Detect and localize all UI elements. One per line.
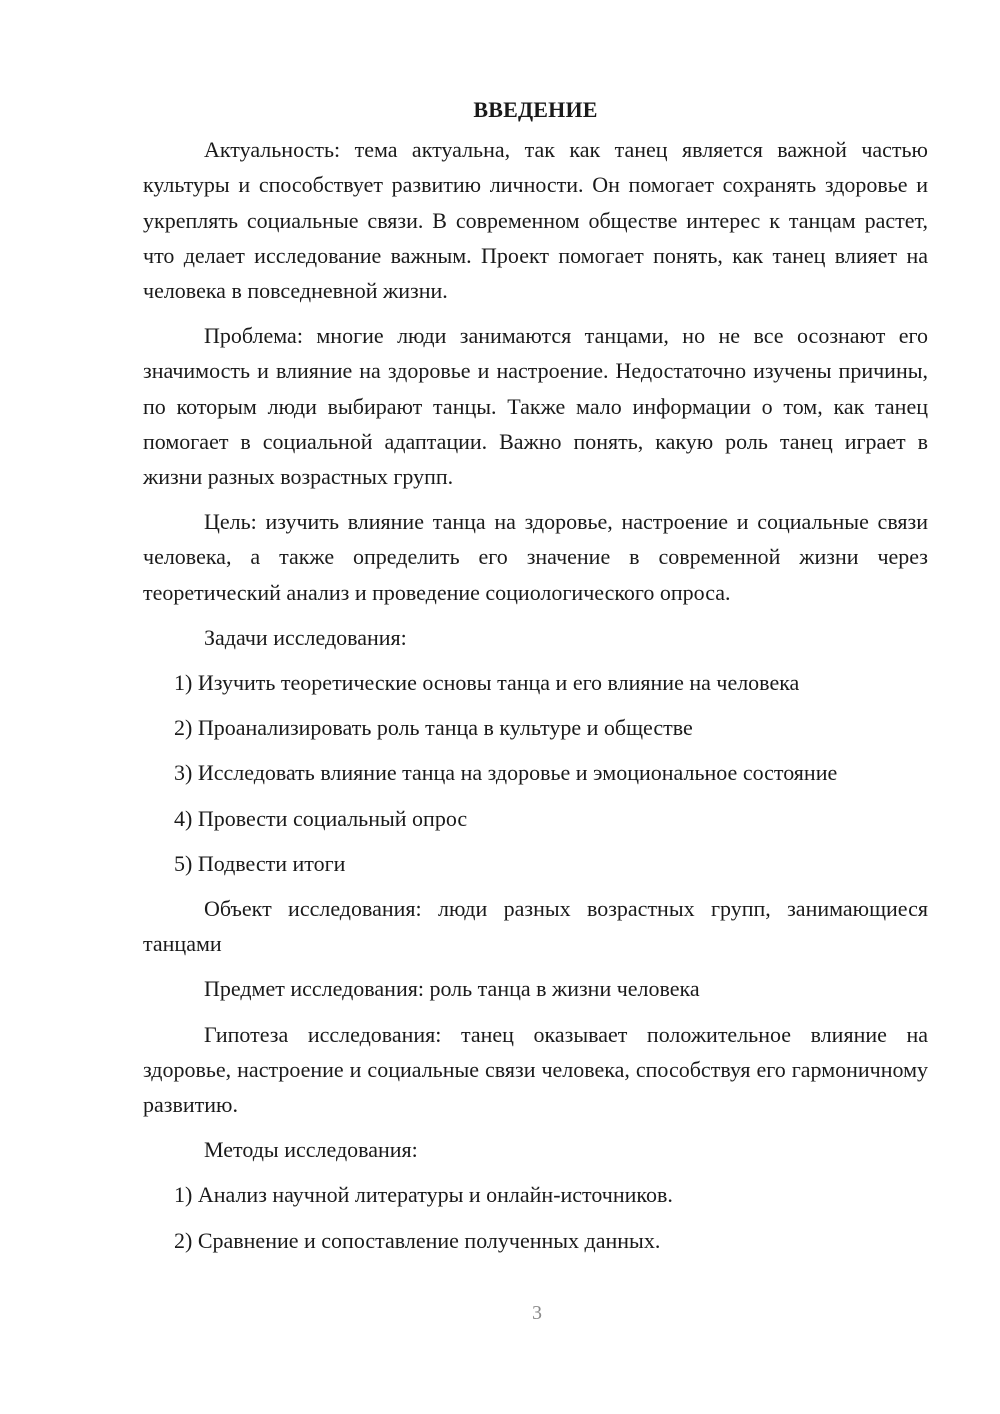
tasks-list <box>143 665 928 881</box>
page-content <box>143 92 928 1268</box>
relevance-paragraph: Актуальность: тема актуальна, так как танец является важной частью культуры и способствует развитию личности. Он помогает сохранять здоровье и укреплять социальные связи. В современном обществе интерес к танцам растет, что делает исследование важным. Проект помогает понять, как танец влияет на человека в повседневной жизни. <box>143 137 928 304</box>
methods-list <box>143 1177 928 1257</box>
list-item: 1) Изучить теоретические основы танца и его влияние на человека <box>174 670 800 696</box>
list-item: 3) Исследовать влияние танца на здоровье и эмоциональное состояние <box>174 760 838 786</box>
hypothesis-paragraph: Гипотеза исследования: танец оказывает положительное влияние на здоровье, настроение и социальные связи человека, способствуя его гармоничному развитию. <box>143 1021 928 1118</box>
object-paragraph: Объект исследования: люди разных возрастных групп, занимающиеся танцами <box>143 896 928 957</box>
list-item: 2) Сравнение и сопоставление полученных данных. <box>174 1227 661 1253</box>
methods-heading: Методы исследования: <box>204 1137 418 1163</box>
page-number: 3 <box>532 1302 542 1324</box>
list-item: 4) Провести социальный опрос <box>174 805 468 831</box>
tasks-heading: Задачи исследования: <box>204 624 407 650</box>
section-title: ВВЕДЕНИЕ <box>473 97 598 122</box>
list-item: 2) Проанализировать роль танца в культуре и обществе <box>174 715 693 741</box>
goal-paragraph: Цель: изучить влияние танца на здоровье, настроение и социальные связи человека, а также определить его значение в современной жизни через теоретический анализ и проведение социологического опроса. <box>143 509 928 605</box>
list-item: 5) Подвести итоги <box>174 850 346 876</box>
problem-paragraph: Проблема: многие люди занимаются танцами, но не все осознают его значимость и влияние на здоровье и настроение. Недостаточно изучены причины, по которым люди выбирают танцы. Также мало информации о том, как танец помогает в социальной адаптации. Важно понять, какую роль танец играет в жизни разных возрастных групп. <box>143 323 928 490</box>
list-item: 1) Анализ научной литературы и онлайн-источников. <box>174 1182 673 1208</box>
subject-paragraph: Предмет исследования: роль танца в жизни человека <box>204 976 700 1002</box>
